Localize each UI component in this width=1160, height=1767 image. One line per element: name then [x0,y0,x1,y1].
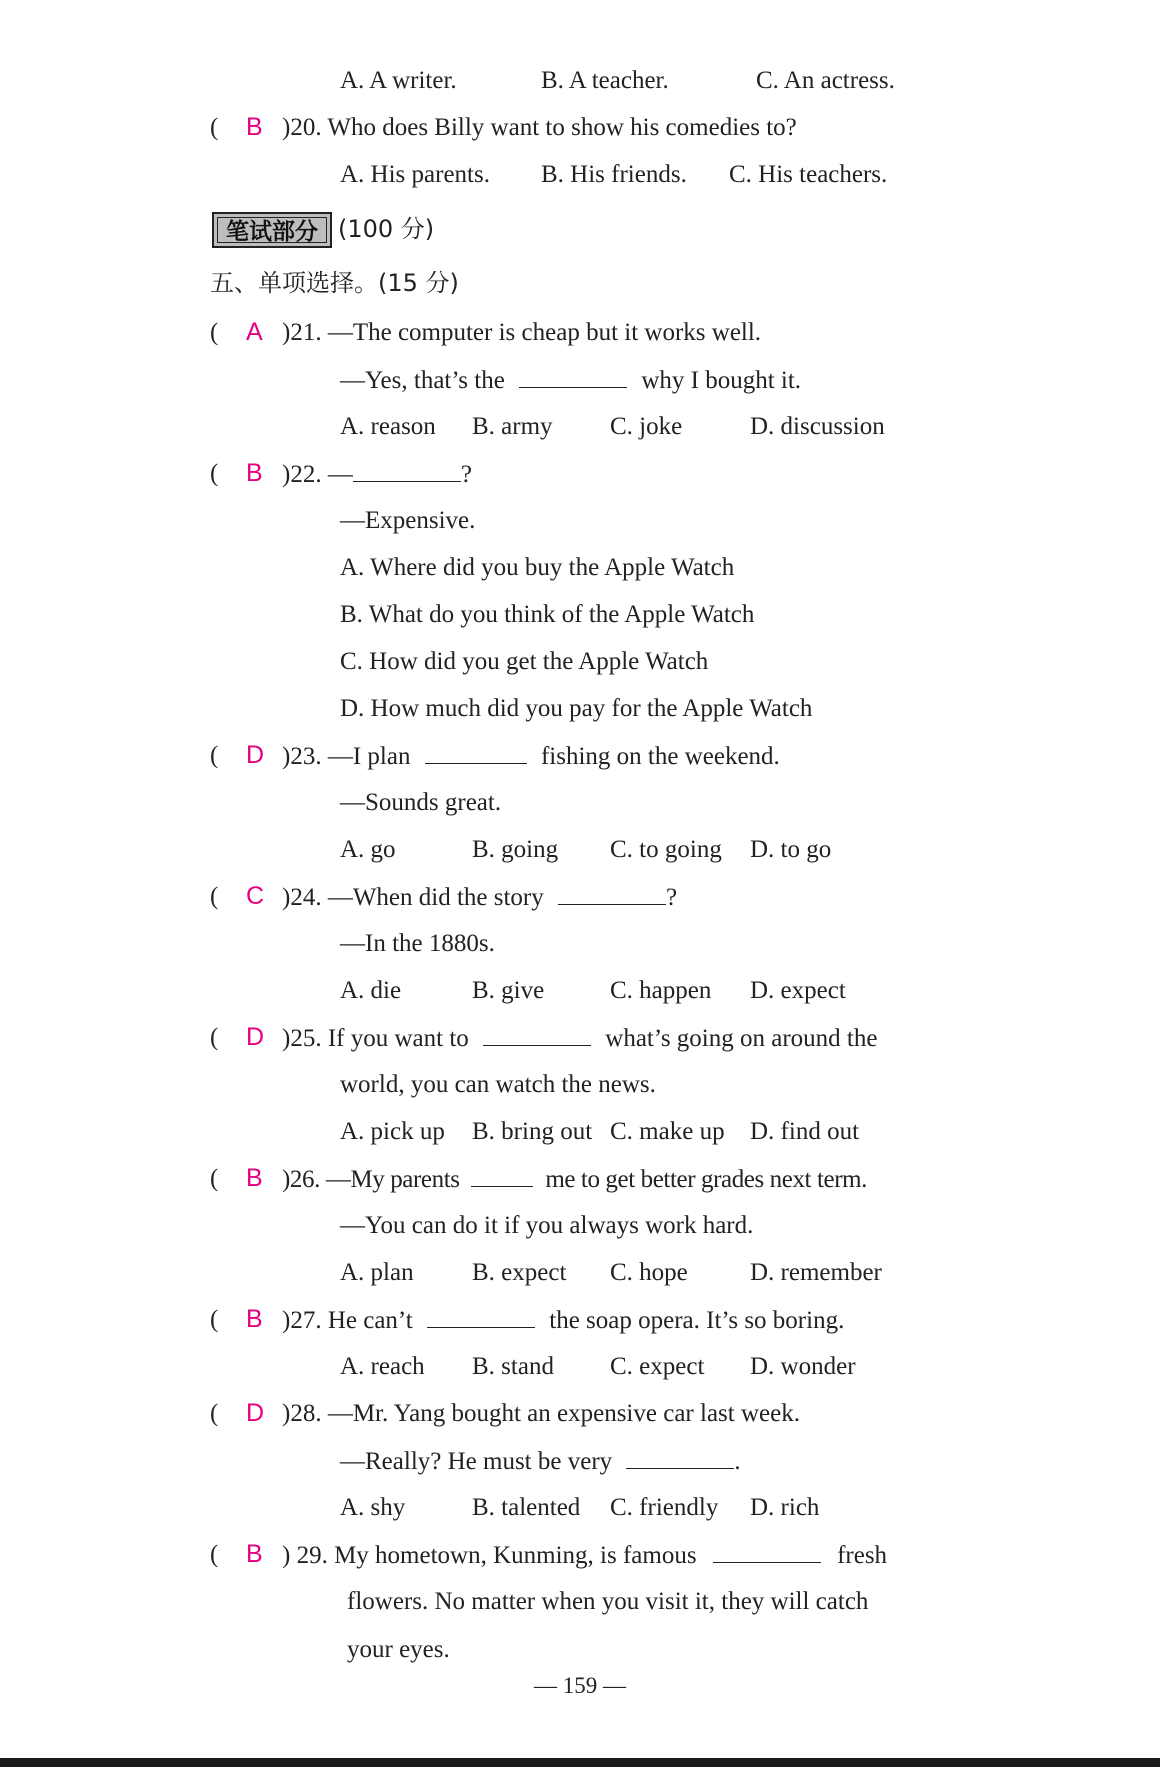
q23-stem-end: fishing on the weekend. [540,743,780,770]
q20-option-a: A. His parents. [340,161,490,188]
q22-stem-end: ? [460,461,472,488]
q28-answer: D [246,1399,265,1427]
q28-stem: )28. —Mr. Yang bought an expensive car last week. [282,1400,800,1427]
q29-line3: your eyes. [347,1636,450,1663]
answer-blank [427,1305,535,1328]
q28-reply [340,1446,741,1477]
q29-stem [282,1540,887,1571]
section-label: 笔试部分 [217,217,327,243]
q29-line2: flowers. No matter when you visit it, they will catch [347,1588,869,1615]
answer-blank [713,1540,821,1563]
q24-answer: C [246,882,265,910]
q27-option-d: D. wonder [750,1353,856,1380]
q20-option-b: B. His friends. [541,161,687,188]
q23-stem-start: )23. —I plan [282,743,411,770]
q25-option-d: D. find out [750,1118,860,1145]
q26-option-b: B. expect [472,1259,567,1286]
q23-option-b: B. going [472,836,559,863]
q21-reply-start: —Yes, that’s the [340,367,505,394]
q26-stem-end: me to get better grades next term. [545,1166,868,1193]
bottom-border [0,1758,1160,1767]
q22-answer: B [246,459,263,487]
q29-answer: B [246,1540,263,1568]
q27-option-c: C. expect [610,1353,705,1380]
q28-option-d: D. rich [750,1494,820,1521]
q23-option-c: C. to going [610,836,722,863]
q24-stem [282,882,677,913]
q26-option-c: C. hope [610,1259,688,1286]
q24-option-c: C. happen [610,977,712,1004]
section-label-box [212,212,332,248]
q29-stem-start: ) 29. My hometown, Kunming, is famous [282,1542,697,1569]
q23-option-d: D. to go [750,836,832,863]
section-points: (100 分) [338,215,435,243]
q21-option-b: B. army [472,413,553,440]
q27-option-a: A. reach [340,1353,425,1380]
q20-answer: B [246,113,263,141]
answer-paren-open: ( [210,1400,219,1427]
q22-stem-start: )22. — [282,461,353,488]
q25-stem-end: what’s going on around the [605,1025,878,1052]
q24-option-b: B. give [472,977,545,1004]
answer-blank [483,1023,591,1046]
q24-reply: —In the 1880s. [340,930,495,957]
q21-reply [340,365,801,396]
q29-stem-end: fresh [837,1542,888,1569]
answer-paren-open: ( [210,319,219,346]
q27-stem-end: the soap opera. It’s so boring. [549,1307,845,1334]
q28-option-c: C. friendly [610,1494,719,1521]
q20-stem: )20. Who does Billy want to show his comedies to? [282,114,797,141]
q27-stem-start: )27. He can’t [282,1307,413,1334]
answer-paren-open: ( [210,883,219,910]
q21-answer: A [246,318,263,346]
q24-option-a: A. die [340,977,402,1004]
q21-option-a: A. reason [340,413,436,440]
q28-option-b: B. talented [472,1494,581,1521]
q25-line2: world, you can watch the news. [340,1071,656,1098]
answer-blank [425,741,527,764]
q23-reply: —Sounds great. [340,789,502,816]
q19-option-b: B. A teacher. [541,67,669,94]
q21-stem: )21. —The computer is cheap but it works well. [282,319,762,346]
answer-blank [519,365,627,388]
q20-option-c: C. His teachers. [729,161,888,188]
q22-option-c: C. How did you get the Apple Watch [340,648,709,675]
part-title: 五、单项选择。(15 分) [210,269,459,297]
q21-option-c: C. joke [610,413,683,440]
answer-paren-open: ( [210,742,219,769]
q19-option-c: C. An actress. [756,67,895,94]
q26-stem-start: )26. —My parents [282,1166,460,1193]
answer-blank [626,1446,734,1469]
q27-answer: B [246,1305,263,1333]
answer-blank [353,459,461,482]
answer-paren-open: ( [210,460,219,487]
q23-option-a: A. go [340,836,396,863]
q23-stem [282,741,780,772]
q24-stem-start: )24. —When did the story [282,884,544,911]
q27-stem [282,1305,844,1336]
q25-option-a: A. pick up [340,1118,445,1145]
q26-option-d: D. remember [750,1259,882,1286]
q22-reply: —Expensive. [340,507,476,534]
q21-option-d: D. discussion [750,413,885,440]
q26-option-a: A. plan [340,1259,414,1286]
answer-blank [471,1164,533,1187]
q25-answer: D [246,1023,265,1051]
q19-option-a: A. A writer. [340,67,457,94]
q23-answer: D [246,741,265,769]
q22-option-a: A. Where did you buy the Apple Watch [340,554,735,581]
q28-reply-start: —Really? He must be very [340,1448,613,1475]
page-number: — 159 — [534,1673,626,1698]
q27-option-b: B. stand [472,1353,554,1380]
q22-option-b: B. What do you think of the Apple Watch [340,601,755,628]
q25-option-c: C. make up [610,1118,725,1145]
answer-paren-open: ( [210,1541,219,1568]
q26-stem [282,1164,867,1195]
answer-paren-open: ( [210,114,219,141]
answer-blank [558,882,666,905]
q26-reply: —You can do it if you always work hard. [340,1212,754,1239]
answer-paren-open: ( [210,1165,219,1192]
q28-reply-end: . [734,1448,741,1475]
answer-paren-open: ( [210,1306,219,1333]
q21-reply-end: why I bought it. [641,367,802,394]
q24-stem-end: ? [666,884,678,911]
q26-answer: B [246,1164,263,1192]
q25-stem-start: )25. If you want to [282,1025,469,1052]
q22-option-d: D. How much did you pay for the Apple Watch [340,695,813,722]
q25-option-b: B. bring out [472,1118,593,1145]
q25-stem [282,1023,877,1054]
q28-option-a: A. shy [340,1494,406,1521]
answer-paren-open: ( [210,1024,219,1051]
q24-option-d: D. expect [750,977,846,1004]
q22-stem [282,459,472,490]
